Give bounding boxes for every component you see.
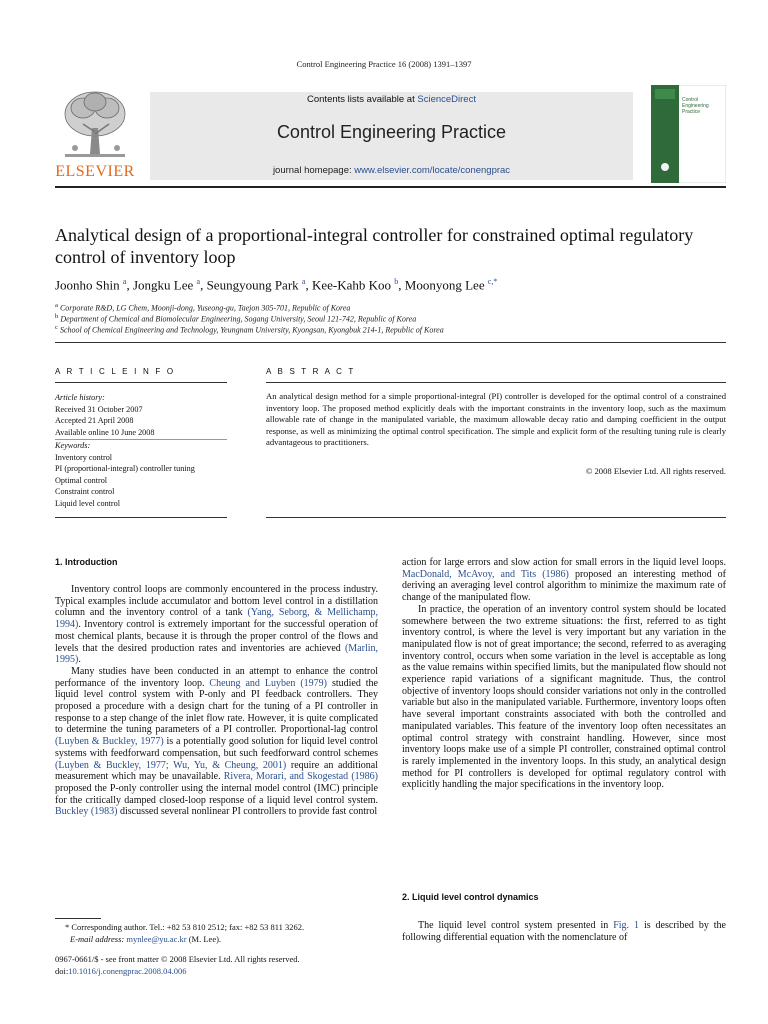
citation-link[interactable]: (Luyben & Buckley, 1977; Wu, Yu, & Cheung, 2001) bbox=[55, 759, 287, 771]
journal-homepage-line bbox=[150, 165, 633, 176]
homepage-prefix: journal homepage: bbox=[272, 165, 355, 176]
keywords-label: Keywords: bbox=[55, 441, 91, 450]
author-separator: , bbox=[126, 277, 133, 293]
tree-icon bbox=[55, 88, 135, 164]
body-text: . bbox=[78, 654, 81, 666]
author-affiliation-marker[interactable]: a bbox=[196, 277, 201, 286]
paragraph bbox=[402, 557, 726, 604]
affiliation-divider bbox=[55, 342, 726, 343]
citation-link[interactable]: Rivera, Morari, and Skogestad (1986) bbox=[223, 771, 378, 783]
citation-link[interactable]: (Luyben & Buckley, 1977) bbox=[55, 736, 164, 748]
doi-link[interactable]: 10.1016/j.conengprac.2008.04.006 bbox=[68, 965, 187, 976]
affiliation-b bbox=[55, 313, 416, 324]
email-link[interactable]: mynlee@yu.ac.kr bbox=[126, 933, 187, 944]
citation-link[interactable]: MacDonald, McAvoy, and Tits (1986) bbox=[402, 568, 569, 580]
footnote-rule bbox=[55, 918, 101, 919]
affiliation-marker: b bbox=[55, 313, 59, 320]
email-label: E-mail address: bbox=[70, 933, 127, 944]
left-column bbox=[55, 584, 378, 818]
history-label: Article history: bbox=[55, 393, 105, 402]
paragraph bbox=[55, 666, 378, 818]
body-text: Inventory control loops are commonly encountered in the process industry. Typical examples include accumulator and bottom level control in a distillation column and the inventory control of a tank bbox=[55, 584, 378, 619]
author-affiliation-marker[interactable]: a bbox=[301, 277, 306, 286]
journal-cover-thumbnail[interactable] bbox=[651, 85, 726, 183]
article-info-bottom-rule bbox=[55, 517, 227, 518]
contents-line bbox=[150, 94, 633, 105]
issn-line: 0967-0661/$ - see front matter © 2008 Elsevier Ltd. All rights reserved. bbox=[55, 954, 300, 964]
author-affiliation-marker[interactable]: b bbox=[394, 277, 399, 286]
citation-link[interactable]: Buckley (1983) bbox=[55, 806, 118, 818]
body-text: proposed the P-only controller using the internal model control (IMC) principle for the critically damped closed-loop response of a liquid level control system. bbox=[55, 782, 378, 806]
citation-link[interactable]: (Yang, Seborg, & Mellichamp, 1994) bbox=[55, 607, 378, 631]
history-accepted: Accepted 21 April 2008 bbox=[55, 416, 134, 425]
corresponding-author-note: * Corresponding author. Tel.: +82 53 810 2512; fax: +82 53 811 3262. bbox=[65, 922, 305, 932]
right-column bbox=[402, 557, 726, 791]
citation-link[interactable]: Fig. 1 bbox=[613, 920, 639, 931]
abstract-bottom-rule bbox=[266, 517, 726, 518]
author-separator: , bbox=[398, 277, 405, 293]
author-affiliation-marker[interactable]: c,* bbox=[487, 277, 498, 286]
article-history bbox=[55, 392, 235, 438]
author-affiliation-marker[interactable]: a bbox=[122, 277, 127, 286]
article-info-label: A R T I C L E I N F O bbox=[55, 367, 176, 376]
body-text: is a potentially good solution for liquid level control systems with feedforward compensation, but such feedforward control schemes bbox=[55, 736, 378, 759]
author-separator: , bbox=[305, 277, 312, 293]
footnote bbox=[55, 922, 304, 945]
author-name: Kee-Kahb Koo bbox=[311, 277, 395, 293]
keyword: Inventory control bbox=[55, 452, 113, 462]
affiliation-text: Department of Chemical and Biomolecular Engineering, Sogang University, Seoul 121-742, Republic of Korea bbox=[60, 314, 417, 324]
keyword: PI (proportional-integral) controller tuning bbox=[55, 464, 195, 473]
keyword: Constraint control bbox=[55, 487, 115, 496]
elsevier-tree-logo[interactable] bbox=[55, 88, 135, 164]
header-divider bbox=[55, 186, 726, 188]
author-name: Seungyoung Park bbox=[206, 277, 302, 293]
body-text: discussed several nonlinear PI controllers to provide fast control bbox=[117, 806, 378, 818]
publisher-logo-text: ELSEVIER bbox=[55, 163, 135, 180]
paragraph bbox=[402, 920, 726, 943]
affiliation-a bbox=[55, 302, 350, 313]
affiliation-c bbox=[55, 324, 444, 335]
affiliation-text: School of Chemical Engineering and Technology, Yeungnam University, Kyongsan, Kyongbuk 214-1, Republic of Korea bbox=[59, 325, 444, 335]
sciencedirect-link[interactable]: ScienceDirect bbox=[417, 94, 476, 105]
keywords-block bbox=[55, 440, 235, 509]
keyword: Optimal control bbox=[55, 475, 108, 485]
paragraph bbox=[402, 604, 726, 791]
history-received: Received 31 October 2007 bbox=[55, 404, 143, 414]
body-text: proposed an interesting method of deriving an averaging level control algorithm to minimize the maximum rate of change of the manipulated flow. bbox=[402, 568, 726, 604]
affiliation-marker: a bbox=[55, 302, 58, 309]
right-column-section-2 bbox=[402, 920, 726, 943]
author-list bbox=[55, 277, 497, 293]
body-text: In practice, the operation of an inventory control system should be located somewhere between the two extreme situations: the first, referred to as tight inventory control, is where the level is very important but any variation in the manipulated flow is not of great importance; the second, referred to as averaging inventory control, occurs when some variation in the level is acceptable as long as the value remains within specified limits, but the manipulated flow should not experience rapid variations of a significant magnitude. Thus, the control objective of inventory loops should consider variations not only in the controlled variable but also in the manipulated variable. Furthermore, inventory loops often have several important constraints associated with both the controlled and manipulated variables. This feature of the inventory loop often necessitates an optimal control strategy with constraint handling. However, since most inventory loops make use of a simple PI controller, constrained optimal control is rarely implemented in the inventory loops. In this study, an analytical design method for PI controllers is developed for optimal regulatory control with explicitly handling the major specifications in the inventory loop. bbox=[402, 603, 726, 791]
author-name: Jongku Lee bbox=[132, 277, 197, 293]
author-name: Joonho Shin bbox=[55, 277, 123, 293]
abstract-text: An analytical design method for a simple proportional-integral (PI) controller is developed for the optimal control of a constrained inventory loop. The proposed method explicitly deals with the important constraints in the inventory loop, such as the maximum allowable rate of change in the manipulated variable, the maximum allowable decay ratio and damping coefficient in the output response, as well as minimizing the optimal control specification. The simple and explicit form of the resulting tuning rule is clearly advantageous to practitioners. bbox=[266, 391, 726, 447]
history-online: Available online 10 June 2008 bbox=[55, 427, 155, 437]
abstract-label: A B S T R A C T bbox=[266, 367, 356, 376]
bottom-info bbox=[55, 954, 300, 977]
keyword: Liquid level control bbox=[55, 498, 121, 508]
email-line bbox=[55, 934, 304, 946]
journal-name: Control Engineering Practice bbox=[276, 122, 507, 142]
cover-title: Control Engineering Practice bbox=[682, 97, 709, 115]
doi-line bbox=[55, 966, 300, 978]
abstract-rule bbox=[266, 382, 726, 383]
contents-prefix: Contents lists available at bbox=[307, 94, 418, 105]
paragraph bbox=[55, 584, 378, 666]
homepage-link[interactable]: www.elsevier.com/locate/conengprac bbox=[354, 165, 511, 176]
article-title: Analytical design of a proportional-integral controller for constrained optimal regulatory control of inventory loop bbox=[55, 225, 694, 267]
email-suffix: (M. Lee). bbox=[186, 933, 222, 944]
citation-link[interactable]: (Marlin, 1995) bbox=[55, 642, 378, 666]
author-separator: , bbox=[200, 277, 207, 293]
affiliation-text: Corporate R&D, LG Chem, Moonji-dong, Yuseong-gu, Taejon 305-701, Republic of Korea bbox=[59, 303, 351, 313]
author-name: Moonyong Lee bbox=[404, 277, 488, 293]
body-text: . Inventory control is extremely important for the successful operation of most chemical plants, because it is through the proper control of the flows and levels that the desired production rates and inventories are achieved bbox=[55, 619, 378, 654]
section-1-heading: 1. Introduction bbox=[55, 557, 118, 567]
journal-citation-line: Control Engineering Practice 16 (2008) 1391–1397 bbox=[296, 59, 472, 69]
body-text: require an additional measurement which may be unavailable. bbox=[55, 759, 378, 783]
doi-prefix: doi: bbox=[55, 965, 69, 976]
body-text: studied the liquid level control system with P-only and PI feedback controllers. They proposed a procedure with a design chart for the tuning of a PI controller in response to a step change of the inlet flow rate. However, it is quite complicated to determine the tuning parameters of a PI controller. Proportional-lag control bbox=[55, 677, 378, 736]
body-text: The liquid level control system presented in bbox=[418, 920, 614, 931]
body-text: Many studies have been conducted in an attempt to enhance the control performance of the inventory loop. bbox=[55, 665, 378, 689]
section-2-heading: 2. Liquid level control dynamics bbox=[402, 892, 539, 902]
article-info-rule bbox=[55, 382, 227, 383]
affiliation-marker: c bbox=[55, 324, 58, 331]
body-text: is described by the following differential equation with the nomenclature of bbox=[402, 920, 726, 943]
citation-link[interactable]: Cheung and Luyben (1979) bbox=[209, 677, 327, 689]
body-text: action for large errors and slow action for small errors in the liquid level loops. bbox=[402, 557, 726, 568]
copyright-line: © 2008 Elsevier Ltd. All rights reserved. bbox=[585, 466, 726, 476]
